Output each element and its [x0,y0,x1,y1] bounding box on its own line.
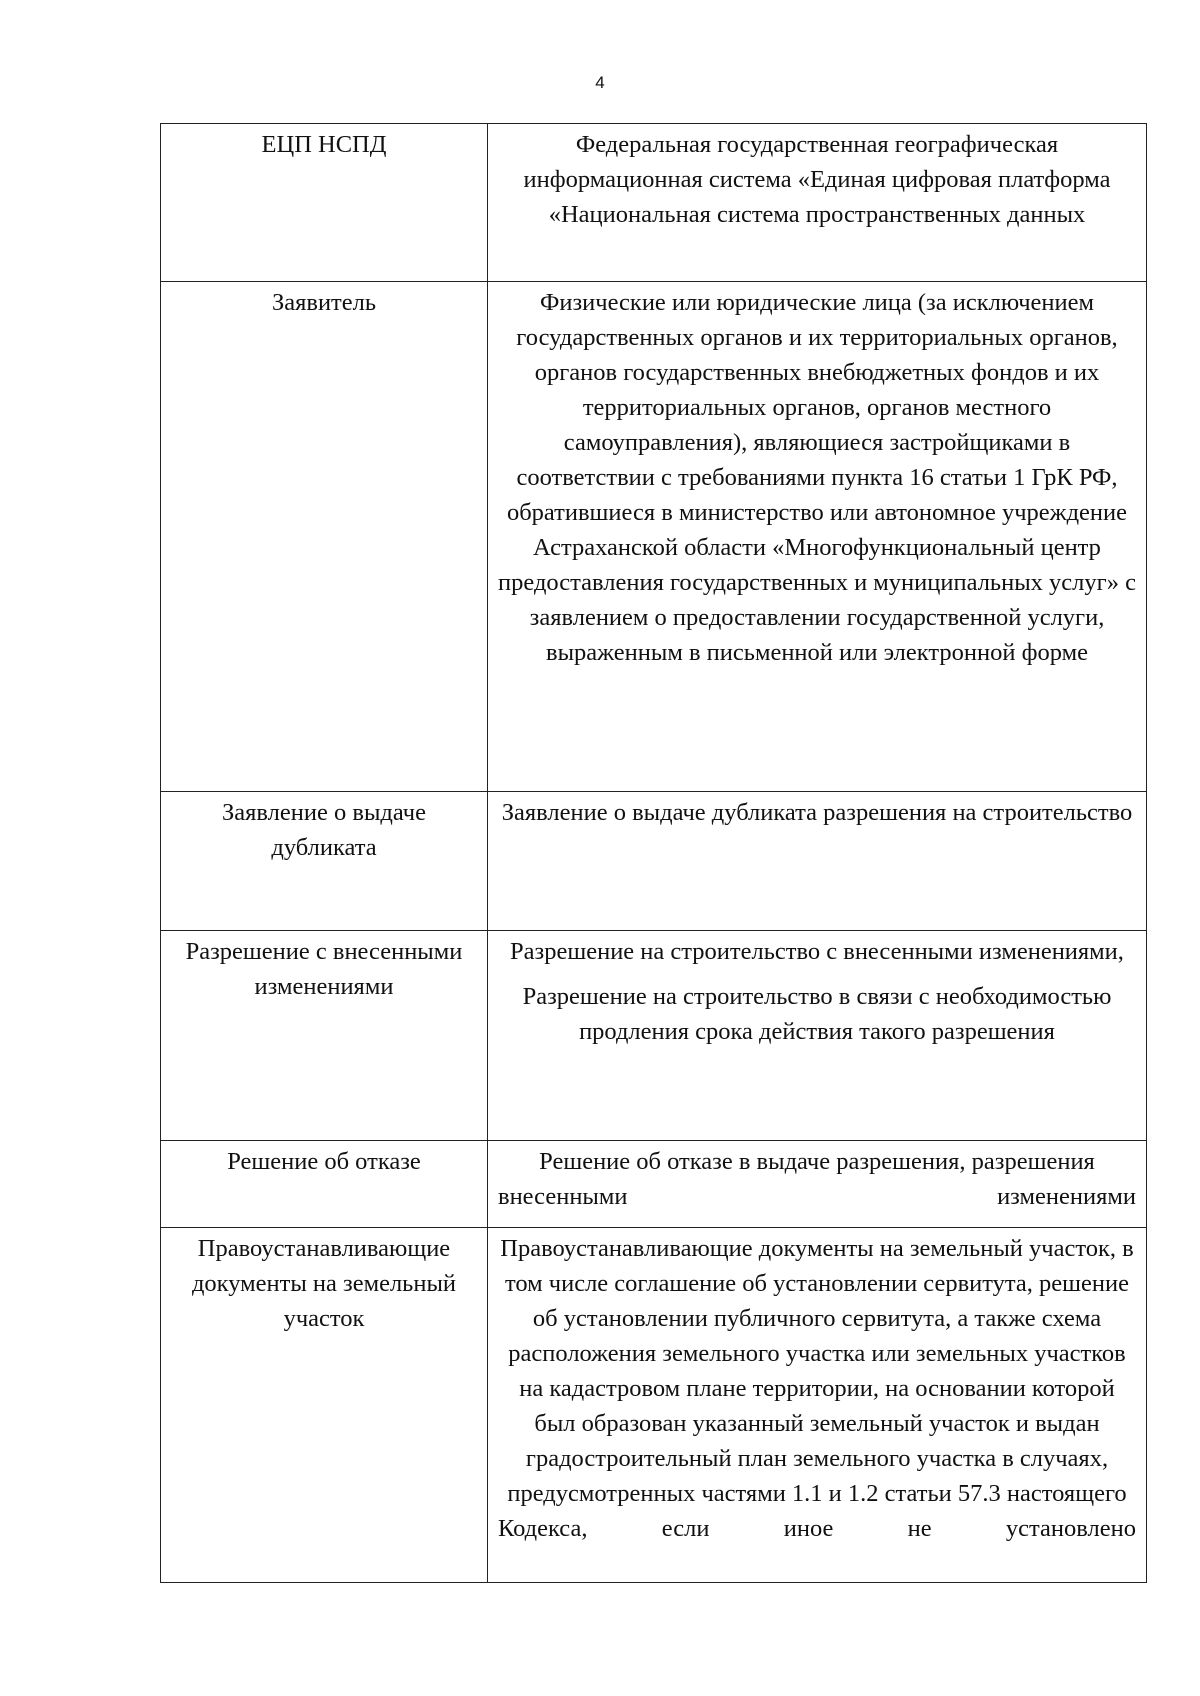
term-text: Заявитель [271,289,377,316]
term-text: Решение об отказе [227,1148,421,1175]
definition-text: Решение об отказе в выдаче разрешения, разрешения внесенными изменениями [498,1148,1136,1210]
definition-cell [488,931,1147,1141]
definition-text: Правоустанавливающие документы на земельный участок, в том числе соглашение об установлении сервитута, решение об установлении публичного сервитута, а также схема расположения земельного участка или земельных участков на кадастровом плане территории, на основании которой был образован указанный земельный участок и выдан градостроительный план земельного участка в случаях, предусмотренных частями 1.1 и 1.2 статьи 57.3 настоящего Кодекса, если иное не установлено [498,1235,1136,1542]
definition-cell [488,1141,1147,1228]
table-row [161,931,1147,1141]
term-text: Заявление о выдаче дубликата [222,799,426,861]
definition-cell [488,1228,1147,1583]
table-row [161,282,1147,792]
definition-text: Разрешение на строительство с внесенными изменениями, [510,938,1124,965]
definition-cell [488,124,1147,282]
term-text: Разрешение с внесенными изменениями [185,938,463,1000]
definition-cell [488,282,1147,792]
table-row [161,792,1147,931]
term-cell [161,792,488,931]
term-cell [161,282,488,792]
definition-text: Федеральная государственная географическая информационная система «Единая цифровая платформа «Национальная система пространственных данных [523,131,1111,228]
definition-text: Разрешение на строительство в связи с необходимостью продления срока действия такого разрешения [522,983,1112,1045]
term-text: ЕЦП НСПД [261,131,387,158]
definition-text: Физические или юридические лица (за исключением государственных органов и их территориальных органов, органов государственных внебюджетных фондов и их территориальных органов, органов местного самоуправления), являющиеся застройщиками в соответствии с требованиями пункта 16 статьи 1 ГрК РФ, обратившиеся в министерство или автономное учреждение Астраханской области «Многофункциональный центр предоставления государственных и муниципальных услуг» с заявлением о предоставлении государственной услуги, выраженным в письменной или электронной форме [498,289,1136,666]
page-number: 4 [595,73,605,92]
definition-text: Заявление о выдаче дубликата разрешения на строительство [501,799,1133,826]
table-row [161,124,1147,282]
term-cell [161,124,488,282]
term-cell [161,1141,488,1228]
terms-table [160,123,1147,1583]
table-row [161,1228,1147,1583]
term-text: Правоустанавливающие документы на земельный участок [191,1235,457,1332]
definition-cell [488,792,1147,931]
term-cell [161,931,488,1141]
term-cell [161,1228,488,1583]
table-row [161,1141,1147,1228]
